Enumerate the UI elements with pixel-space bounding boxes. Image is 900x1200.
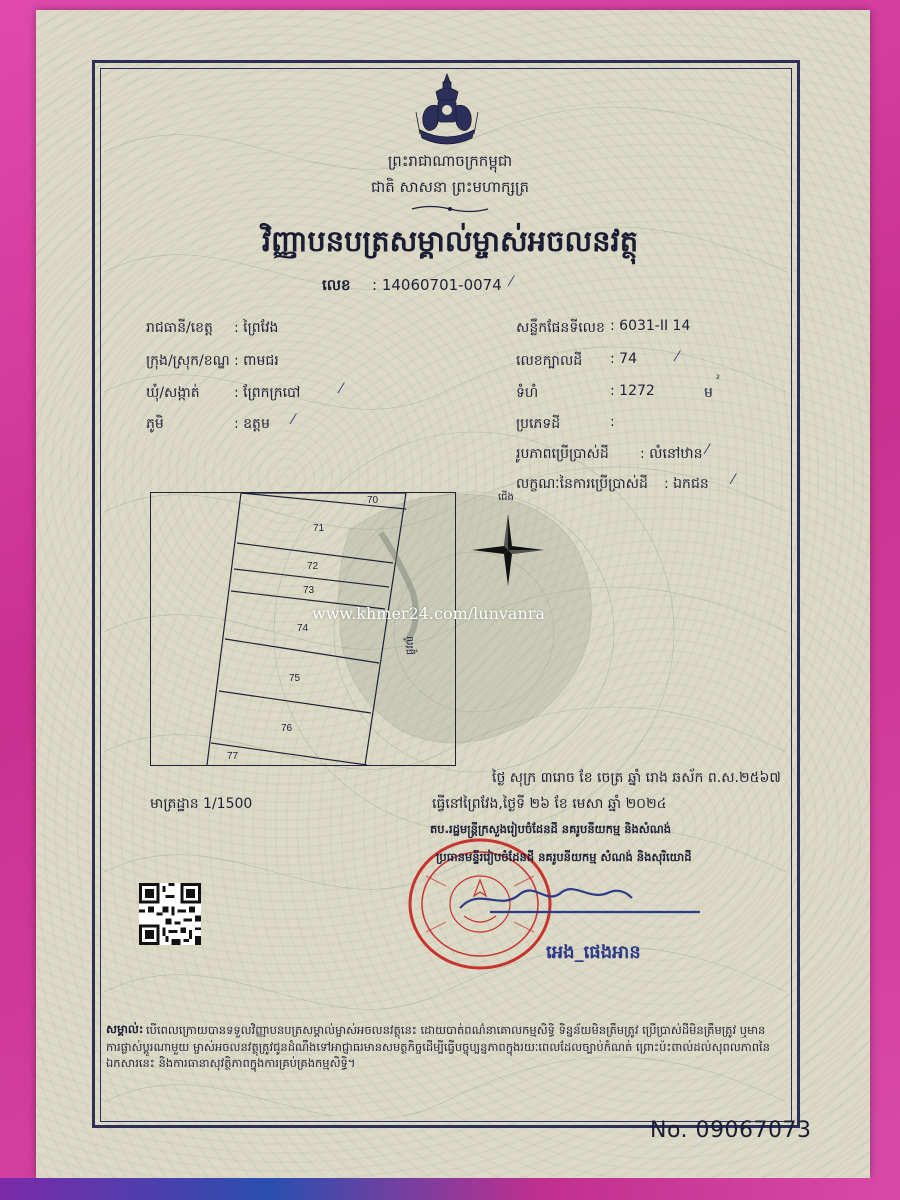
background-fabric-edge: [0, 1178, 900, 1200]
parcel-label-75: 75: [289, 673, 301, 684]
map-scale: មាត្រដ្ឋាន 1/1500: [150, 796, 253, 812]
kingdom-heading: ព្រះរាជាណាចក្រកម្ពុជា: [387, 152, 513, 170]
watermark-url: www.khmer24.com/lunvanra: [312, 604, 545, 623]
area-unit: ម: [704, 385, 713, 401]
province-label: រាជធានី/ខេត្ត: [146, 320, 213, 336]
qr-code: [139, 883, 201, 945]
land-type-label: ប្រភេទដី: [516, 416, 561, 432]
parcel-label-77: 77: [227, 751, 239, 762]
parcel-number-label: លេខក្បាលដី: [516, 353, 583, 369]
parcel-label-71: 71: [313, 523, 325, 534]
note-text: បើពេលក្រោយបានទទួលវិញ្ញាបនបត្រសម្គាល់ម្ចាស់អចលនវត្ថុនេះ ដោយបាត់ពណ៌នាគោលកម្មសិទ្ធិ ទិន្នន័យមិនត្រឹមត្រូវ ប្រើប្រាស់ដីមិនត្រឹមត្រូវ ឬមានការផ្លាស់ប្តូរណាមួយ ម្ចាស់អចលនវត្ថុត្រូវជូនដំណឹងទៅអាជ្ញាធរមានសមត្ថកិច្ចដើម្បីធ្វើបច្ចុប្បន្នភាពក្នុងរយៈពេលដែលច្បាប់កំណត់ ព្រោះប៉ះពាល់ដល់សុពលភាពនៃឯកសារនេះ និងការធានាសុវត្ថិភាពក្នុងការគ្រប់គ្រងកម្មសិទ្ធិ។: [106, 1023, 770, 1070]
certificate-title: វិញ្ញាបនបត្រសម្គាល់ម្ចាស់អចលនវត្ថុ: [261, 224, 639, 258]
province-value: : ព្រៃវែង: [234, 320, 279, 336]
certificate-number-value: : 14060701-0074: [372, 276, 502, 294]
area-label: ទំហំ: [516, 385, 539, 401]
check-mark-icon: ⁄: [732, 472, 735, 488]
ornamental-divider: [410, 204, 490, 214]
check-mark-icon: ⁄: [706, 442, 709, 458]
land-use-value: : លំនៅឋាន: [640, 446, 703, 462]
usage-nature-label: លក្ខណៈនៃការប្រើប្រាស់ដី: [516, 476, 648, 492]
royal-coat-of-arms-emblem: [410, 72, 484, 150]
certificate-number-label: លេខ: [322, 276, 351, 294]
commune-value: : ព្រែកក្របៅ: [234, 385, 301, 401]
north-label: ជើង: [498, 492, 514, 503]
check-mark-icon: ⁄: [340, 381, 343, 397]
map-sheet-value: : 6031-II 14: [610, 318, 691, 334]
signer-name: អេង_ផេងអាន: [546, 942, 641, 963]
land-type-value: :: [610, 414, 615, 430]
village-label: ភូមិ: [146, 416, 164, 432]
issuing-authority-line1: តប.រដ្ឋមន្ត្រីក្រសួងរៀបចំដែនដី នគរូបនីយកម្ម និងសំណង់: [430, 822, 672, 836]
check-mark-icon: ⁄: [510, 274, 513, 290]
solar-date-line: ធ្វើនៅព្រៃវែង,ថ្ងៃទី ២៦ ខែ មេសា ឆ្នាំ ២០២៤: [432, 796, 667, 812]
district-label: ក្រុង/ស្រុក/ខណ្ឌ: [146, 353, 230, 369]
village-value: : ឧត្តម: [234, 416, 270, 432]
motto-heading: ជាតិ សាសនា ព្រះមហាក្សត្រ: [370, 178, 530, 196]
handwritten-signature: [450, 872, 710, 922]
lunar-date-line: ថ្ងៃ សុក្រ ៣រោច ខែ ចេត្រ ឆ្នាំ រោង ឆស័ក ព.ស.២៥៦៧: [492, 770, 781, 786]
parcel-number-value: : 74: [610, 351, 637, 367]
usage-nature-value: : ឯកជន: [664, 476, 709, 492]
note-label: សម្គាល់:: [106, 1022, 144, 1036]
parcel-label-70: 70: [367, 495, 379, 506]
district-value: : ពាមជរ: [234, 353, 279, 369]
parcel-label-73: 73: [303, 585, 315, 596]
check-mark-icon: ⁄: [676, 349, 679, 365]
map-sheet-label: សន្លឹកផែនទីលេខ: [516, 320, 605, 336]
issuing-authority-line2: ប្រធានមន្ទីររៀបចំដែនដី នគរូបនីយកម្ម សំណង់ និងសុរិយោដី: [436, 850, 692, 864]
area-value: : 1272: [610, 383, 655, 399]
road-label: ផ្លូវលំ: [405, 635, 416, 655]
area-unit-superscript: ²: [716, 374, 721, 385]
parcel-label-74: 74: [297, 623, 309, 634]
compass-rose-icon: [470, 512, 546, 588]
parcel-label-72: 72: [307, 561, 319, 572]
cadastral-map: [150, 492, 456, 766]
land-use-label: រូបភាពប្រើប្រាស់ដី: [516, 446, 609, 462]
check-mark-icon: ⁄: [292, 412, 295, 428]
parcel-label-76: 76: [281, 723, 293, 734]
serial-number: No. 09067073: [650, 1118, 812, 1143]
commune-label: ឃុំ/សង្កាត់: [146, 385, 200, 401]
